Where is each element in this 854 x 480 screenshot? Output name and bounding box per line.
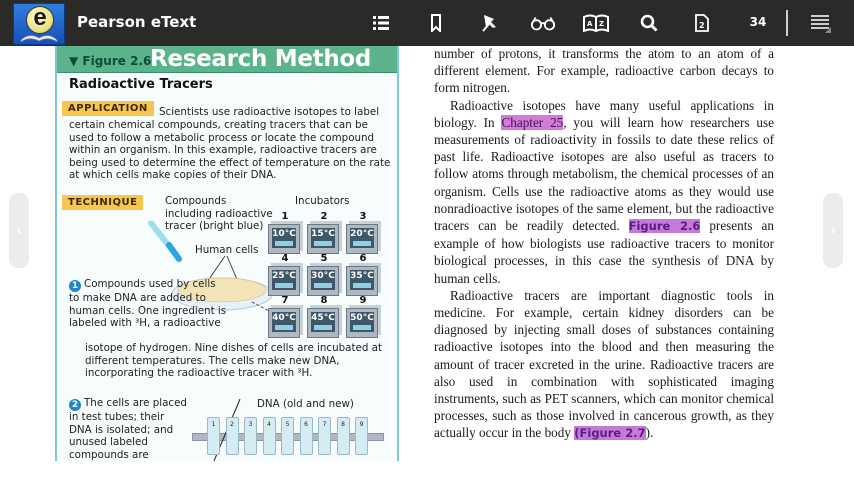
test-tube: 6 [300, 417, 313, 455]
incubator-temperature: 45°C [311, 313, 335, 323]
paragraph-1: number of protons, it transforms the atom to an atom of a different element. For example, radioactive carbon decays to form nitrogen. [434, 46, 774, 96]
figure-subtitle: Radioactive Tracers [69, 77, 213, 92]
incubator [268, 308, 302, 338]
incubator-box [346, 308, 378, 338]
test-tube: 7 [318, 417, 331, 455]
step-1 [69, 278, 229, 330]
dish-tray [275, 325, 293, 330]
paragraph-3-part-b: ). [645, 425, 654, 441]
body-text [434, 45, 774, 443]
incubator-temperature: 35°C [350, 271, 374, 281]
page-navigation-icon[interactable] [689, 10, 715, 36]
technique-tag: TECHNIQUE [62, 195, 143, 210]
pearson-etext-logo[interactable] [13, 3, 65, 45]
dish-tray [314, 325, 332, 330]
incubator-box [307, 266, 339, 296]
incubator [307, 224, 341, 254]
chevron-left-icon: ‹ [16, 222, 22, 239]
test-tube: 4 [263, 417, 276, 455]
open-book-icon [19, 30, 59, 42]
paragraph-2-part-c: presents an example of how biologists use radioactive tracers to monitor biological processes, in this case the synthesis of DNA by human cells. [434, 218, 774, 286]
search-icon[interactable] [636, 10, 662, 36]
logo-letter: e [26, 6, 54, 34]
test-tube: 8 [337, 417, 350, 455]
dish-tray [275, 241, 293, 246]
incubator-box [268, 308, 300, 338]
glossary-book-icon[interactable] [583, 10, 609, 36]
incubator-window [311, 270, 335, 290]
incubator-box [307, 308, 339, 338]
paragraph-2 [434, 97, 774, 287]
incubator-window [272, 270, 296, 290]
figure-header [57, 46, 397, 73]
previous-page-button[interactable] [9, 193, 29, 268]
incubator-window [350, 270, 374, 290]
toolbar-divider [786, 10, 788, 36]
chevron-right-icon: › [830, 222, 836, 239]
app-title: Pearson eText [77, 13, 197, 31]
glasses-icon[interactable] [530, 10, 556, 36]
incubator-number: 2 [320, 211, 328, 222]
incubator-box [268, 266, 300, 296]
incubator [346, 224, 380, 254]
incubator-window [311, 312, 335, 332]
incubator [268, 224, 302, 254]
test-tube: 3 [244, 417, 257, 455]
dna-label: DNA (old and new) [257, 398, 354, 410]
step-1-continued: isotope of hydrogen. Nine dishes of cells are incubated at different temperatures. The cells make new DNA, incorporating the radioactive tracer with ³H. [85, 342, 382, 380]
human-cells-label: Human cells [195, 244, 259, 256]
table-of-contents-icon[interactable] [368, 10, 394, 36]
incubator-number: 3 [359, 211, 367, 222]
incubator-number: 6 [359, 253, 367, 264]
incubator-number: 1 [281, 211, 289, 222]
svg-text:A: A [587, 20, 593, 28]
step-1-number: 1 [69, 280, 81, 292]
compounds-label: Compounds including radioactive tracer (bright blue) [165, 195, 273, 233]
figure-2-6-panel [55, 46, 399, 461]
step-2 [69, 397, 187, 461]
incubator-box [307, 224, 339, 254]
incubator-temperature: 25°C [272, 271, 296, 281]
paragraph-3-part-a: Radioactive tracers are important diagnostic tools in medicine. For example, certain kidney disorders can be diagnosed by injecting small doses of substances containing radioactive isotopes into the blood and then measuring the amount of tracer excreted in the urine. Radioactive tracers are also used in combination with sophisticated imaging instruments, such as PET scanners, which can monitor chemical processes, such as those involved in cancerous growth, as they actually occur in the body [434, 287, 774, 441]
incubator-box [346, 224, 378, 254]
svg-text:Z: Z [599, 20, 605, 28]
paragraph-2-part-a: Radioactive isotopes have many useful applications in biology. In [434, 97, 774, 130]
chapter-25-link[interactable]: Chapter 25 [501, 114, 564, 130]
step-2-number: 2 [69, 399, 81, 411]
dish-tray [314, 283, 332, 288]
test-tube: 2 [226, 417, 239, 455]
incubator-number: 4 [281, 253, 289, 264]
incubator-temperature: 50°C [350, 313, 374, 323]
hamburger-menu-icon[interactable] [808, 10, 834, 36]
incubator [346, 308, 380, 338]
figure-2-7-link[interactable]: (Figure 2.7 [574, 426, 646, 441]
dish-tray [353, 241, 371, 246]
application-tag: APPLICATION [62, 101, 154, 116]
incubator-number: 8 [320, 295, 328, 306]
incubator [307, 308, 341, 338]
figure-2-6-link[interactable]: Figure 2.6 [628, 219, 701, 234]
incubator [307, 266, 341, 296]
incubator [268, 266, 302, 296]
incubator-box [268, 224, 300, 254]
figure-label: ▼ Figure 2.6 [69, 54, 152, 68]
dish-tray [353, 325, 371, 330]
top-toolbar [0, 0, 854, 46]
incubator-temperature: 10°C [272, 229, 296, 239]
incubator-temperature: 40°C [272, 313, 296, 323]
incubators-label: Incubators [295, 195, 350, 207]
incubator-window [272, 228, 296, 248]
step-2-text: The cells are placed in test tubes; their DNA is isolated; and unused labeled compounds are [69, 397, 187, 461]
incubator-window [311, 228, 335, 248]
page-number[interactable]: 34 [749, 15, 767, 29]
dish-tray [275, 283, 293, 288]
dish-tray [314, 241, 332, 246]
incubator [346, 266, 380, 296]
bookmark-icon[interactable] [423, 10, 449, 36]
paragraph-2-part-b: , you will learn how researchers use measurements of radioactivity in fossils to date these relics of past life. Radioactive isotopes are also useful as tracers to follow atoms through metabolism, the chemical processes of an organism. Cells use the radioactive atoms as they would use nonradioactive isotopes of the same element, but the radioactive tracers can be readily detected. [434, 114, 774, 234]
incubator-window [350, 312, 374, 332]
incubator-temperature: 15°C [311, 229, 335, 239]
incubator-window [272, 312, 296, 332]
incubator-box [346, 266, 378, 296]
application-text-first: Scientists use radioactive isotopes to label [159, 106, 380, 118]
dish-tray [353, 283, 371, 288]
test-tube: 5 [281, 417, 294, 455]
test-tube-rack [192, 393, 392, 461]
step-1-text: Compounds used by cells to make DNA are added to human cells. One ingredient is labeled with ³H, a radioactive [69, 278, 227, 330]
incubator-number: 7 [281, 295, 289, 306]
incubator-number: 5 [320, 253, 328, 264]
figure-title: Research Method [150, 46, 372, 72]
next-page-button[interactable] [823, 193, 843, 268]
pushpin-icon[interactable] [477, 10, 503, 36]
incubator-number: 9 [359, 295, 367, 306]
incubator-temperature: 30°C [311, 271, 335, 281]
svg-text:2: 2 [699, 21, 705, 30]
paragraph-3 [434, 287, 774, 443]
test-tube: 1 [207, 417, 220, 455]
incubator-window [350, 228, 374, 248]
test-tube: 9 [355, 417, 368, 455]
incubator-temperature: 20°C [350, 229, 374, 239]
application-text: certain chemical compounds, creating tracers that can be used to follow a metabolic process or locate the compound within an organism. In this example, radioactive tracers are being used to determine the effect of temperature on the rate at which cells make copies of their DNA. [69, 119, 391, 182]
